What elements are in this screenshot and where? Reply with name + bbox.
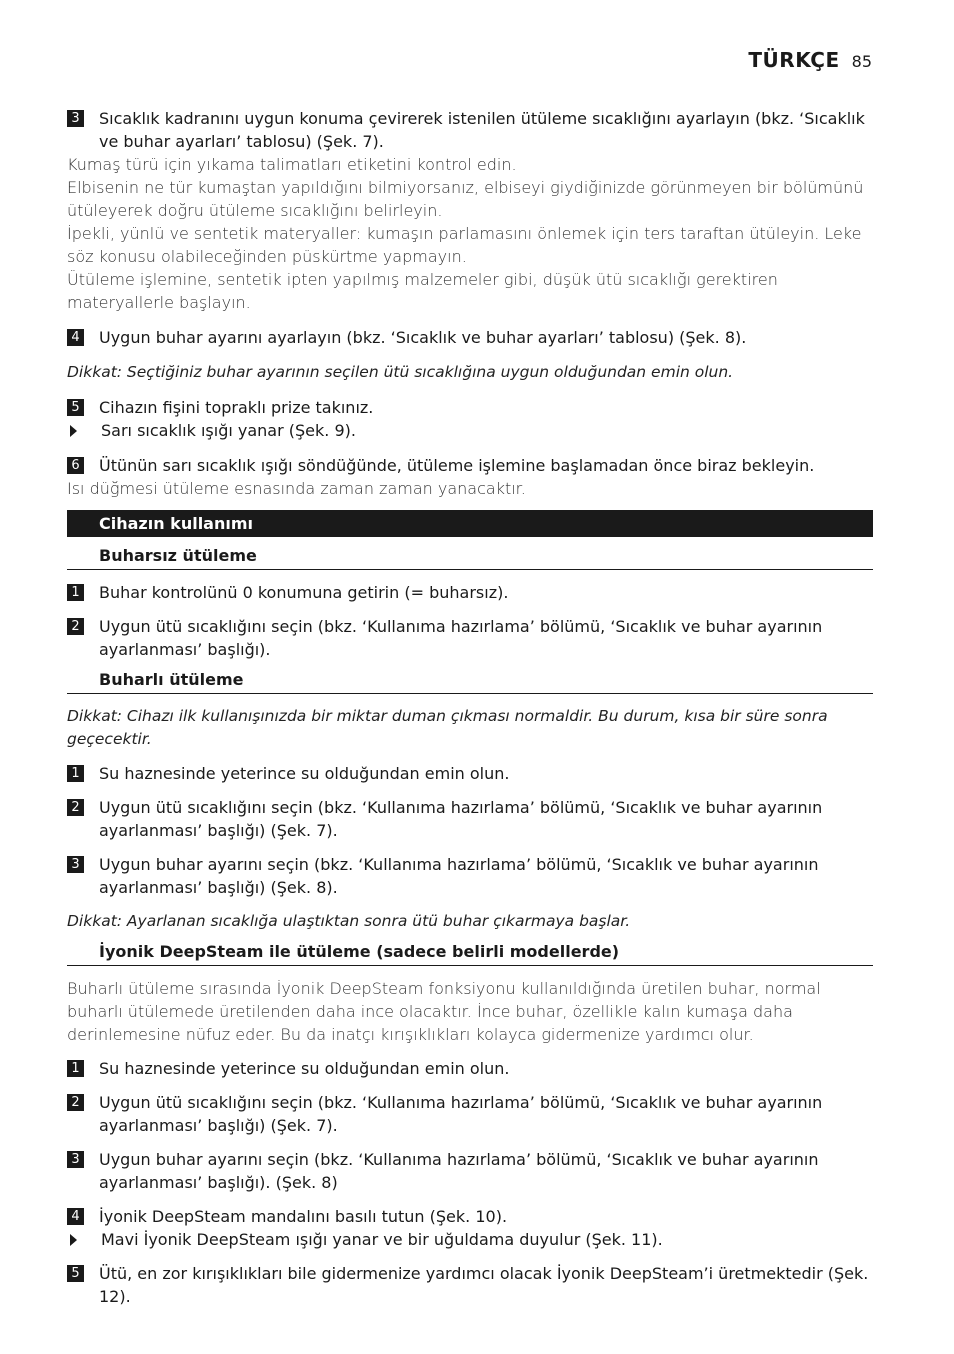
step-item — [67, 615, 873, 661]
step-item — [67, 762, 873, 785]
step-number: 2 — [67, 799, 84, 816]
step-number: 5 — [67, 1265, 84, 1282]
step-text: Su haznesinde yeterince su olduğundan emin olun. — [99, 1059, 510, 1078]
step-item — [67, 1091, 873, 1137]
note: Dikkat: Seçtiğiniz buhar ayarının seçilen ütü sıcaklığına uygun olduğundan emin olun. — [67, 363, 734, 381]
step-number: 4 — [67, 329, 84, 346]
section-heading: Cihazın kullanımı — [67, 510, 873, 537]
step-text: Uygun ütü sıcaklığını seçin (bkz. ‘Kullanıma hazırlama’ bölümü, ‘Sıcaklık ve buhar ayarının ayarlanması’ başlığı). — [99, 617, 823, 659]
bullet-text: Mavi İyonik DeepSteam ışığı yanar ve bir uğuldama duyulur (Şek. 11). — [101, 1230, 663, 1249]
step-number: 3 — [67, 110, 84, 127]
step-item — [67, 796, 873, 842]
page-number: 85 — [851, 52, 872, 71]
bullet-text: Sarı sıcaklık ışığı yanar (Şek. 9). — [101, 421, 356, 440]
result-bullet — [67, 419, 873, 442]
step-text: Uygun ütü sıcaklığını seçin (bkz. ‘Kullanıma hazırlama’ bölümü, ‘Sıcaklık ve buhar ayarının ayarlanması’ başlığı) (Şek. 7). — [99, 1093, 823, 1135]
step-item — [67, 1148, 873, 1194]
step-text: Sıcaklık kadranını uygun konuma çevirerek istenilen ütüleme sıcaklığını ayarlayın (bkz. ‘Sıcaklık ve buhar ayarları’ tablosu) (Şek. 7). — [99, 109, 865, 151]
step-text: İyonik DeepSteam mandalını basılı tutun (Şek. 10). — [99, 1207, 508, 1226]
page-header — [748, 48, 872, 72]
step-item — [67, 581, 873, 604]
step-4-steam-setting — [67, 326, 873, 349]
step-3-temperature-dial — [67, 107, 873, 153]
step-text: Uygun buhar ayarını ayarlayın (bkz. ‘Sıcaklık ve buhar ayarları’ tablosu) (Şek. 8). — [99, 328, 747, 347]
paragraph: Kumaş türü için yıkama talimatları etiketini kontrol edin. — [67, 155, 517, 174]
step-number: 1 — [67, 765, 84, 782]
step-item — [67, 1057, 873, 1080]
step-number: 5 — [67, 399, 84, 416]
step-number: 2 — [67, 1094, 84, 1111]
paragraph: İpekli, yünlü ve sentetik materyaller: kumaşın parlamasını önlemek için ters taraftan ütüleyin. Leke söz konusu olabileceğinden püskürtme yapmayın. — [67, 224, 862, 266]
step-item — [67, 853, 873, 899]
note: Dikkat: Ayarlanan sıcaklığa ulaştıktan sonra ütü buhar çıkarmaya başlar. — [67, 912, 631, 930]
subheading-dry-ironing: Buharsız ütüleme — [67, 544, 873, 570]
step-item — [67, 1262, 873, 1308]
step-text: Uygun ütü sıcaklığını seçin (bkz. ‘Kullanıma hazırlama’ bölümü, ‘Sıcaklık ve buhar ayarının ayarlanması’ başlığı) (Şek. 7). — [99, 798, 823, 840]
paragraph: Ütüleme işlemine, sentetik ipten yapılmış malzemeler gibi, düşük ütü sıcaklığı gerektiren materyallerle başlayın. — [67, 270, 778, 312]
step-6-wait — [67, 454, 873, 477]
paragraph: Isı düğmesi ütüleme esnasında zaman zaman yanacaktır. — [67, 479, 526, 498]
subheading-ionic-deepsteam: İyonik DeepSteam ile ütüleme (sadece belirli modellerde) — [67, 940, 873, 966]
step-text: Buhar kontrolünü 0 konumuna getirin (= buharsız). — [99, 583, 509, 602]
step-number: 3 — [67, 856, 84, 873]
step-text: Ütünün sarı sıcaklık ışığı söndüğünde, ütüleme işlemine başlamadan önce biraz bekleyin. — [99, 456, 815, 475]
step-number: 1 — [67, 1060, 84, 1077]
bullet-arrow-icon — [70, 1234, 77, 1246]
step-item — [67, 1205, 873, 1228]
step-text: Cihazın fişini topraklı prize takınız. — [99, 398, 374, 417]
step-number: 1 — [67, 584, 84, 601]
step-text: Uygun buhar ayarını seçin (bkz. ‘Kullanıma hazırlama’ bölümü, ‘Sıcaklık ve buhar ayarının ayarlanması’ başlığı). (Şek. 8) — [99, 1150, 819, 1192]
step-text: Su haznesinde yeterince su olduğundan emin olun. — [99, 764, 510, 783]
subheading-steam-ironing: Buharlı ütüleme — [67, 668, 873, 694]
step-number: 4 — [67, 1208, 84, 1225]
note: Dikkat: Cihazı ilk kullanışınızda bir miktar duman çıkması normaldir. Bu durum, kısa bir süre sonra geçecektir. — [67, 707, 828, 748]
bullet-arrow-icon — [70, 425, 77, 437]
step-number: 2 — [67, 618, 84, 635]
step-text: Ütü, en zor kırışıklıkları bile gidermenize yardımcı olacak İyonik DeepSteam’i üretmektedir (Şek. 12). — [99, 1264, 869, 1306]
step-5-plug-in — [67, 396, 873, 419]
step-number: 6 — [67, 457, 84, 474]
step-number: 3 — [67, 1151, 84, 1168]
result-bullet — [67, 1228, 873, 1251]
paragraph: Elbisenin ne tür kumaştan yapıldığını bilmiyorsanız, elbiseyi giydiğinizde görünmeyen bir bölümünü ütüleyerek doğru ütüleme sıcaklığını belirleyin. — [67, 178, 864, 220]
language-label: TÜRKÇE — [748, 48, 840, 72]
step-text: Uygun buhar ayarını seçin (bkz. ‘Kullanıma hazırlama’ bölümü, ‘Sıcaklık ve buhar ayarının ayarlanması’ başlığı) (Şek. 8). — [99, 855, 819, 897]
page-content — [67, 107, 873, 1308]
paragraph: Buharlı ütüleme sırasında İyonik DeepSteam fonksiyonu kullanıldığında üretilen buhar, normal buharlı ütülemede üretilenden daha ince olacaktır. İnce buhar, özellikle kalın kumaşa daha derinlemesine nüfuz eder. Bu da inatçı kırışıklıkları kolayca gidermenize yardımcı olur. — [67, 979, 821, 1044]
